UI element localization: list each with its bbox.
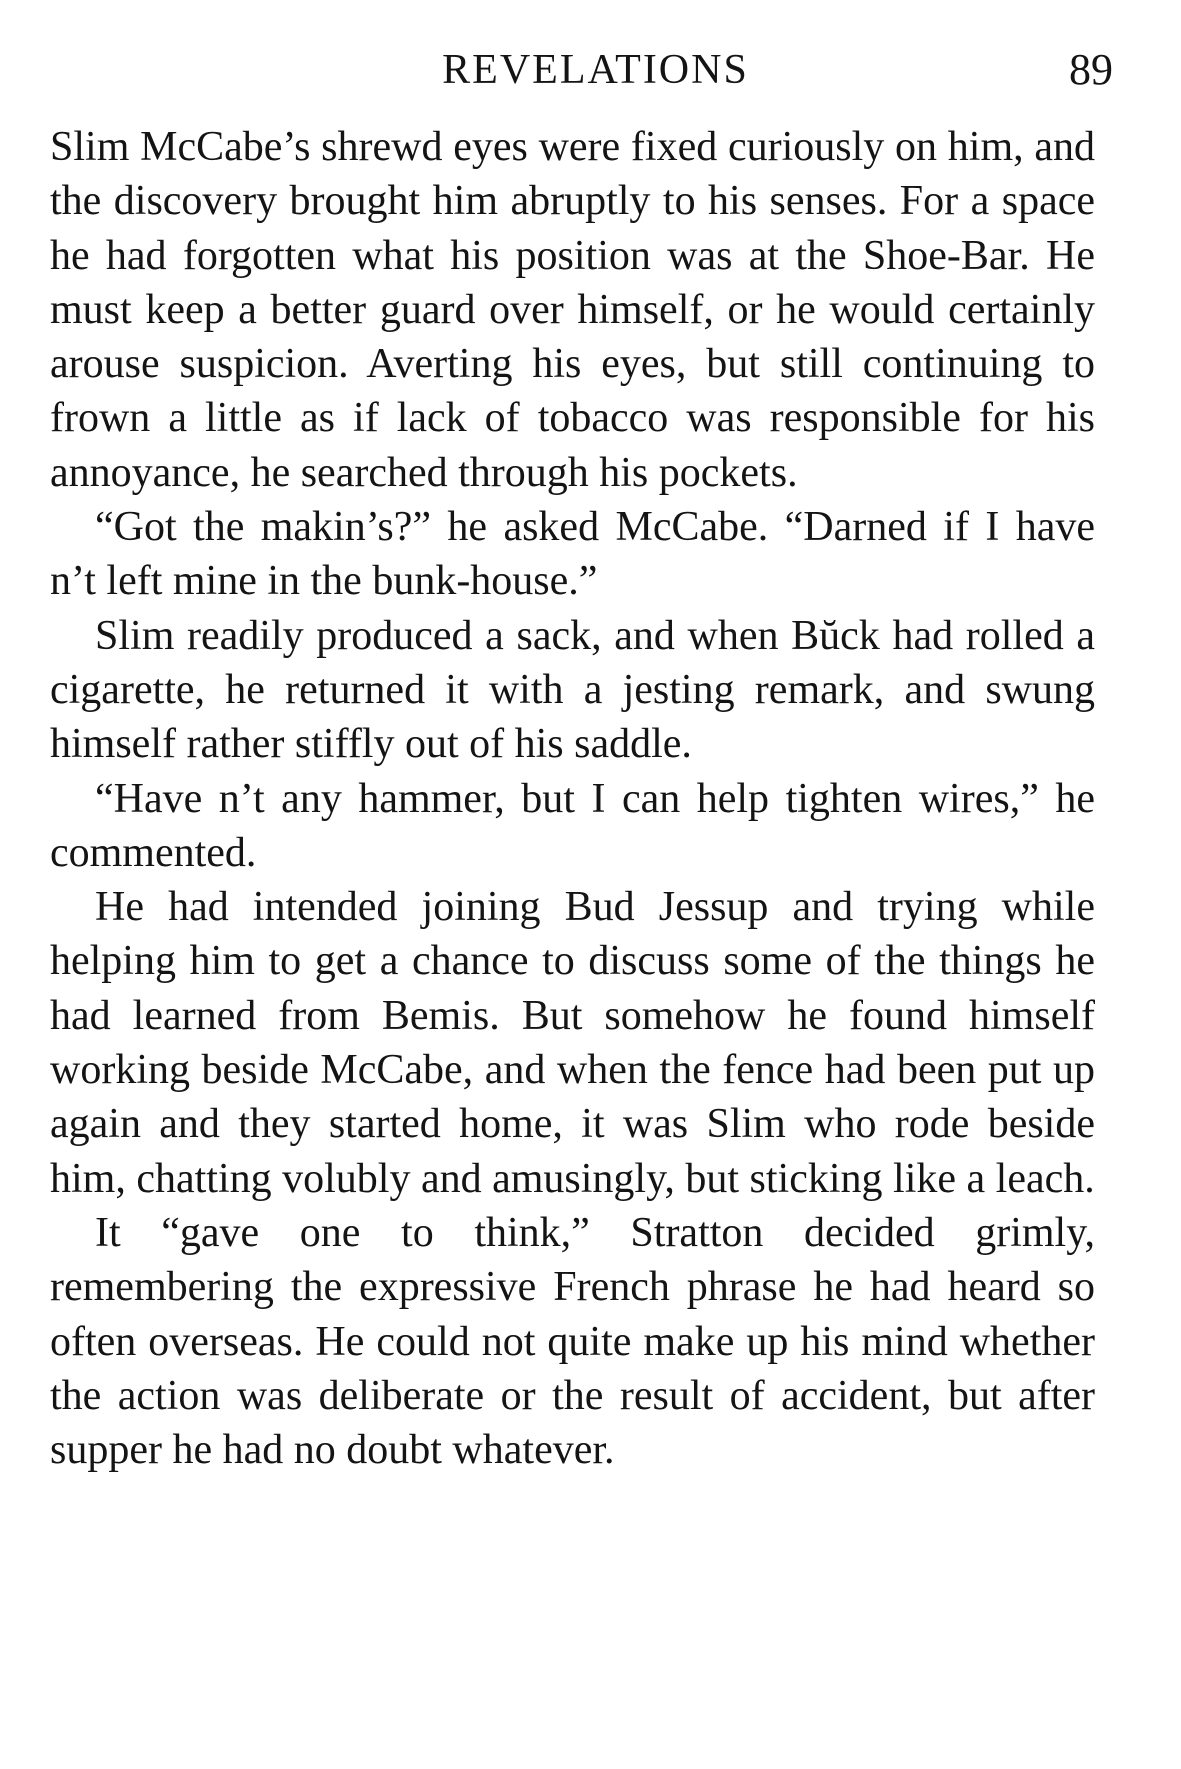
paragraph: “Got the makin’s?” he asked McCabe. “Darned if I have n’t left mine in the bunk-house.” (50, 504, 1095, 605)
paragraph: “Have n’t any hammer, but I can help tighten wires,” he commented. (50, 775, 1095, 876)
page-number: 89 (1069, 45, 1113, 94)
paragraph: He had intended joining Bud Jessup and trying while helping him to get a chance to discuss some of the things he had learned from Bemis. But somehow he found himself working beside McCabe, and when the fence had been put up again and they started home, it was Slim who rode beside him, chatting volubly and amusingly, but sticking like a leach. (50, 884, 1095, 1202)
running-title: REVELATIONS (442, 47, 749, 93)
paragraph: It “gave one to think,” Stratton decided grimly, remembering the expressive French phrase he had heard so often overseas. He could not quite make up his mind whether the action was deliberate or the result of accident, but after supper he had no doubt whatever. (50, 1209, 1095, 1474)
body-text (50, 120, 1095, 1477)
paragraph: Slim McCabe’s shrewd eyes were fixed curiously on him, and the discovery brought him abruptly to his senses. For a space he had forgotten what his position was at the Shoe-Bar. He must keep a better guard over himself, or he would certainly arouse suspicion. Averting his eyes, but still continuing to frown a little as if lack of tobacco was responsible for his annoyance, he searched through his pockets. (50, 124, 1095, 496)
page-header (0, 40, 1181, 100)
paragraph: Slim readily produced a sack, and when Bŭck had rolled a cigarette, he returned it with a jesting remark, and swung himself rather stiffly out of his saddle. (50, 612, 1095, 768)
